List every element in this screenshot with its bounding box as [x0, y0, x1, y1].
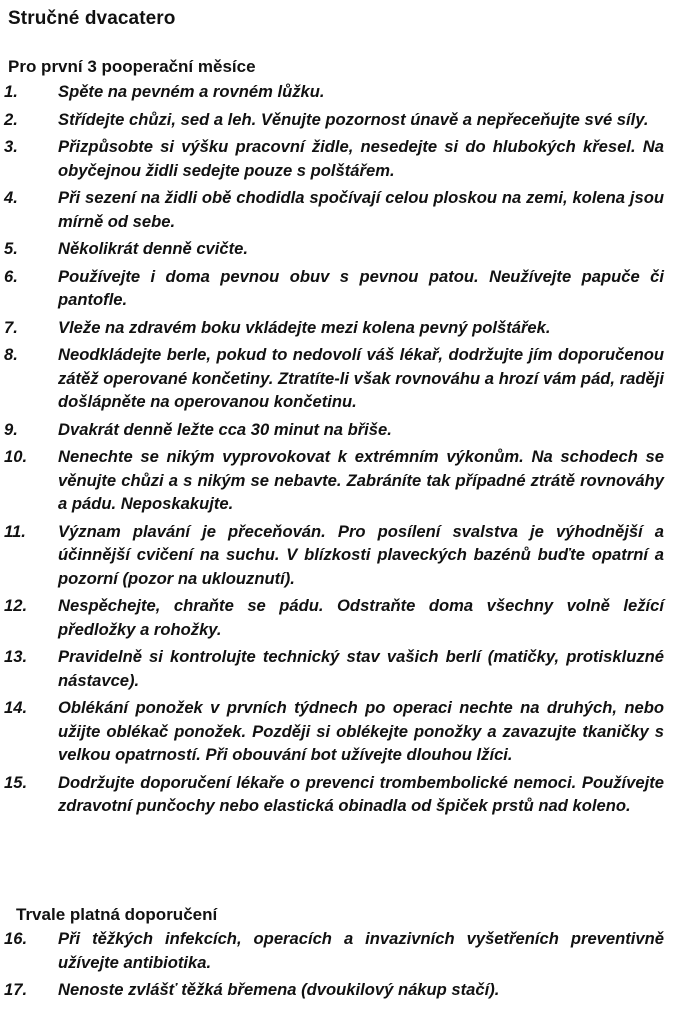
item-number: 16.	[4, 929, 28, 948]
list-item	[4, 520, 664, 591]
item-number: 8.	[4, 345, 18, 364]
item-text: Nenoste zvlášť těžká břemena (dvoukilový nákup stačí).	[58, 980, 500, 999]
item-number: 10.	[4, 447, 28, 466]
item-number: 13.	[4, 647, 28, 666]
document-title: Stručné dvacatero	[8, 8, 176, 29]
item-text: Při těžkých infekcích, operacích a invazivních vyšetřeních preventivně užívejte antibiotika.	[58, 929, 664, 972]
section-heading-first-3-months: Pro první 3 pooperační měsíce	[8, 57, 256, 76]
list-item	[4, 645, 664, 692]
item-number: 7.	[4, 317, 18, 337]
item-text: Význam plavání je přeceňován. Pro posílení svalstva je výhodnější a účinnější cvičení na suchu. V blízkosti plaveckých bazénů buďte opatrní a pozorní (pozor na uklouznutí).	[58, 521, 664, 588]
list-item	[4, 771, 664, 818]
list-item	[4, 343, 664, 414]
list-item	[4, 265, 664, 312]
item-number: 5.	[4, 239, 18, 258]
item-text: Při sezení na židli obě chodidla spočívají celou ploskou na zemi, kolena jsou mírně od sebe.	[58, 188, 664, 231]
item-number: 17.	[4, 980, 28, 999]
item-text: Vleže na zdravém boku vkládejte mezi kolena pevný polštářek.	[58, 317, 551, 337]
item-number: 4.	[4, 188, 18, 207]
list-item	[4, 135, 664, 182]
item-number: 15.	[4, 772, 28, 792]
list-item	[4, 696, 664, 767]
list-item	[4, 445, 664, 516]
list-item	[4, 418, 664, 442]
item-text: Pravidelně si kontrolujte technický stav vašich berlí (matičky, protiskluzné nástavce).	[58, 647, 664, 690]
list-item	[4, 186, 664, 233]
item-number: 6.	[4, 266, 18, 286]
item-text: Používejte i doma pevnou obuv s pevnou patou. Neužívejte papuče či pantofle.	[58, 266, 664, 309]
item-number: 12.	[4, 596, 28, 615]
item-text: Spěte na pevném a rovném lůžku.	[58, 82, 325, 101]
item-number: 9.	[4, 419, 18, 439]
item-number: 2.	[4, 109, 18, 129]
list-item	[4, 80, 664, 104]
list-item	[4, 316, 664, 340]
item-text: Přizpůsobte si výšku pracovní židle, nesedejte si do hlubokých křesel. Na obyčejnou židli sedejte pouze s polštářem.	[58, 137, 664, 180]
item-text: Neodkládejte berle, pokud to nedovolí váš lékař, dodržujte jím doporučenou zátěž operované končetiny. Ztratíte-li však rovnováhu a hrozí vám pád, raději došlápněte na operovanou končetinu.	[58, 345, 664, 411]
list-item	[4, 927, 664, 974]
section-heading-permanent-recommendations: Trvale platná doporučení	[16, 905, 218, 924]
item-number: 3.	[4, 137, 18, 156]
item-text: Střídejte chůzi, sed a leh. Věnujte pozornost únavě a nepřeceňujte své síly.	[58, 109, 649, 129]
item-text: Dodržujte doporučení lékaře o prevenci trombembolické nemoci. Používejte zdravotní punčochy nebo elastická obinadla od špiček prstů nad koleno.	[58, 772, 664, 815]
item-text: Nenechte se nikým vyprovokovat k extrémním výkonům. Na schodech se věnujte chůzi a s nikým se nebavte. Zabráníte tak případné ztrátě rovnováhy a pádu. Neposkakujte.	[58, 447, 664, 513]
recommendations-list-permanent	[4, 927, 664, 1006]
item-text: Několikrát denně cvičte.	[58, 239, 248, 258]
list-item	[4, 237, 664, 261]
item-text: Nespěchejte, chraňte se pádu. Odstraňte doma všechny volně ležící předložky a rohožky.	[58, 596, 664, 639]
item-number: 1.	[4, 82, 18, 101]
list-item	[4, 594, 664, 641]
item-number: 14.	[4, 698, 28, 717]
list-item	[4, 108, 664, 132]
item-number: 11.	[4, 521, 26, 541]
recommendations-list-first-3-months	[4, 80, 664, 822]
item-text: Oblékání ponožek v prvních týdnech po operaci nechte na druhých, nebo užijte oblékač ponožek. Později si oblékejte ponožky a zavazujte tkaničky s velkou opatrností. Při obouvání bot užívejte dlouhou lžíci.	[58, 698, 664, 764]
list-item	[4, 978, 664, 1002]
item-text: Dvakrát denně ležte cca 30 minut na břiše.	[58, 419, 392, 439]
